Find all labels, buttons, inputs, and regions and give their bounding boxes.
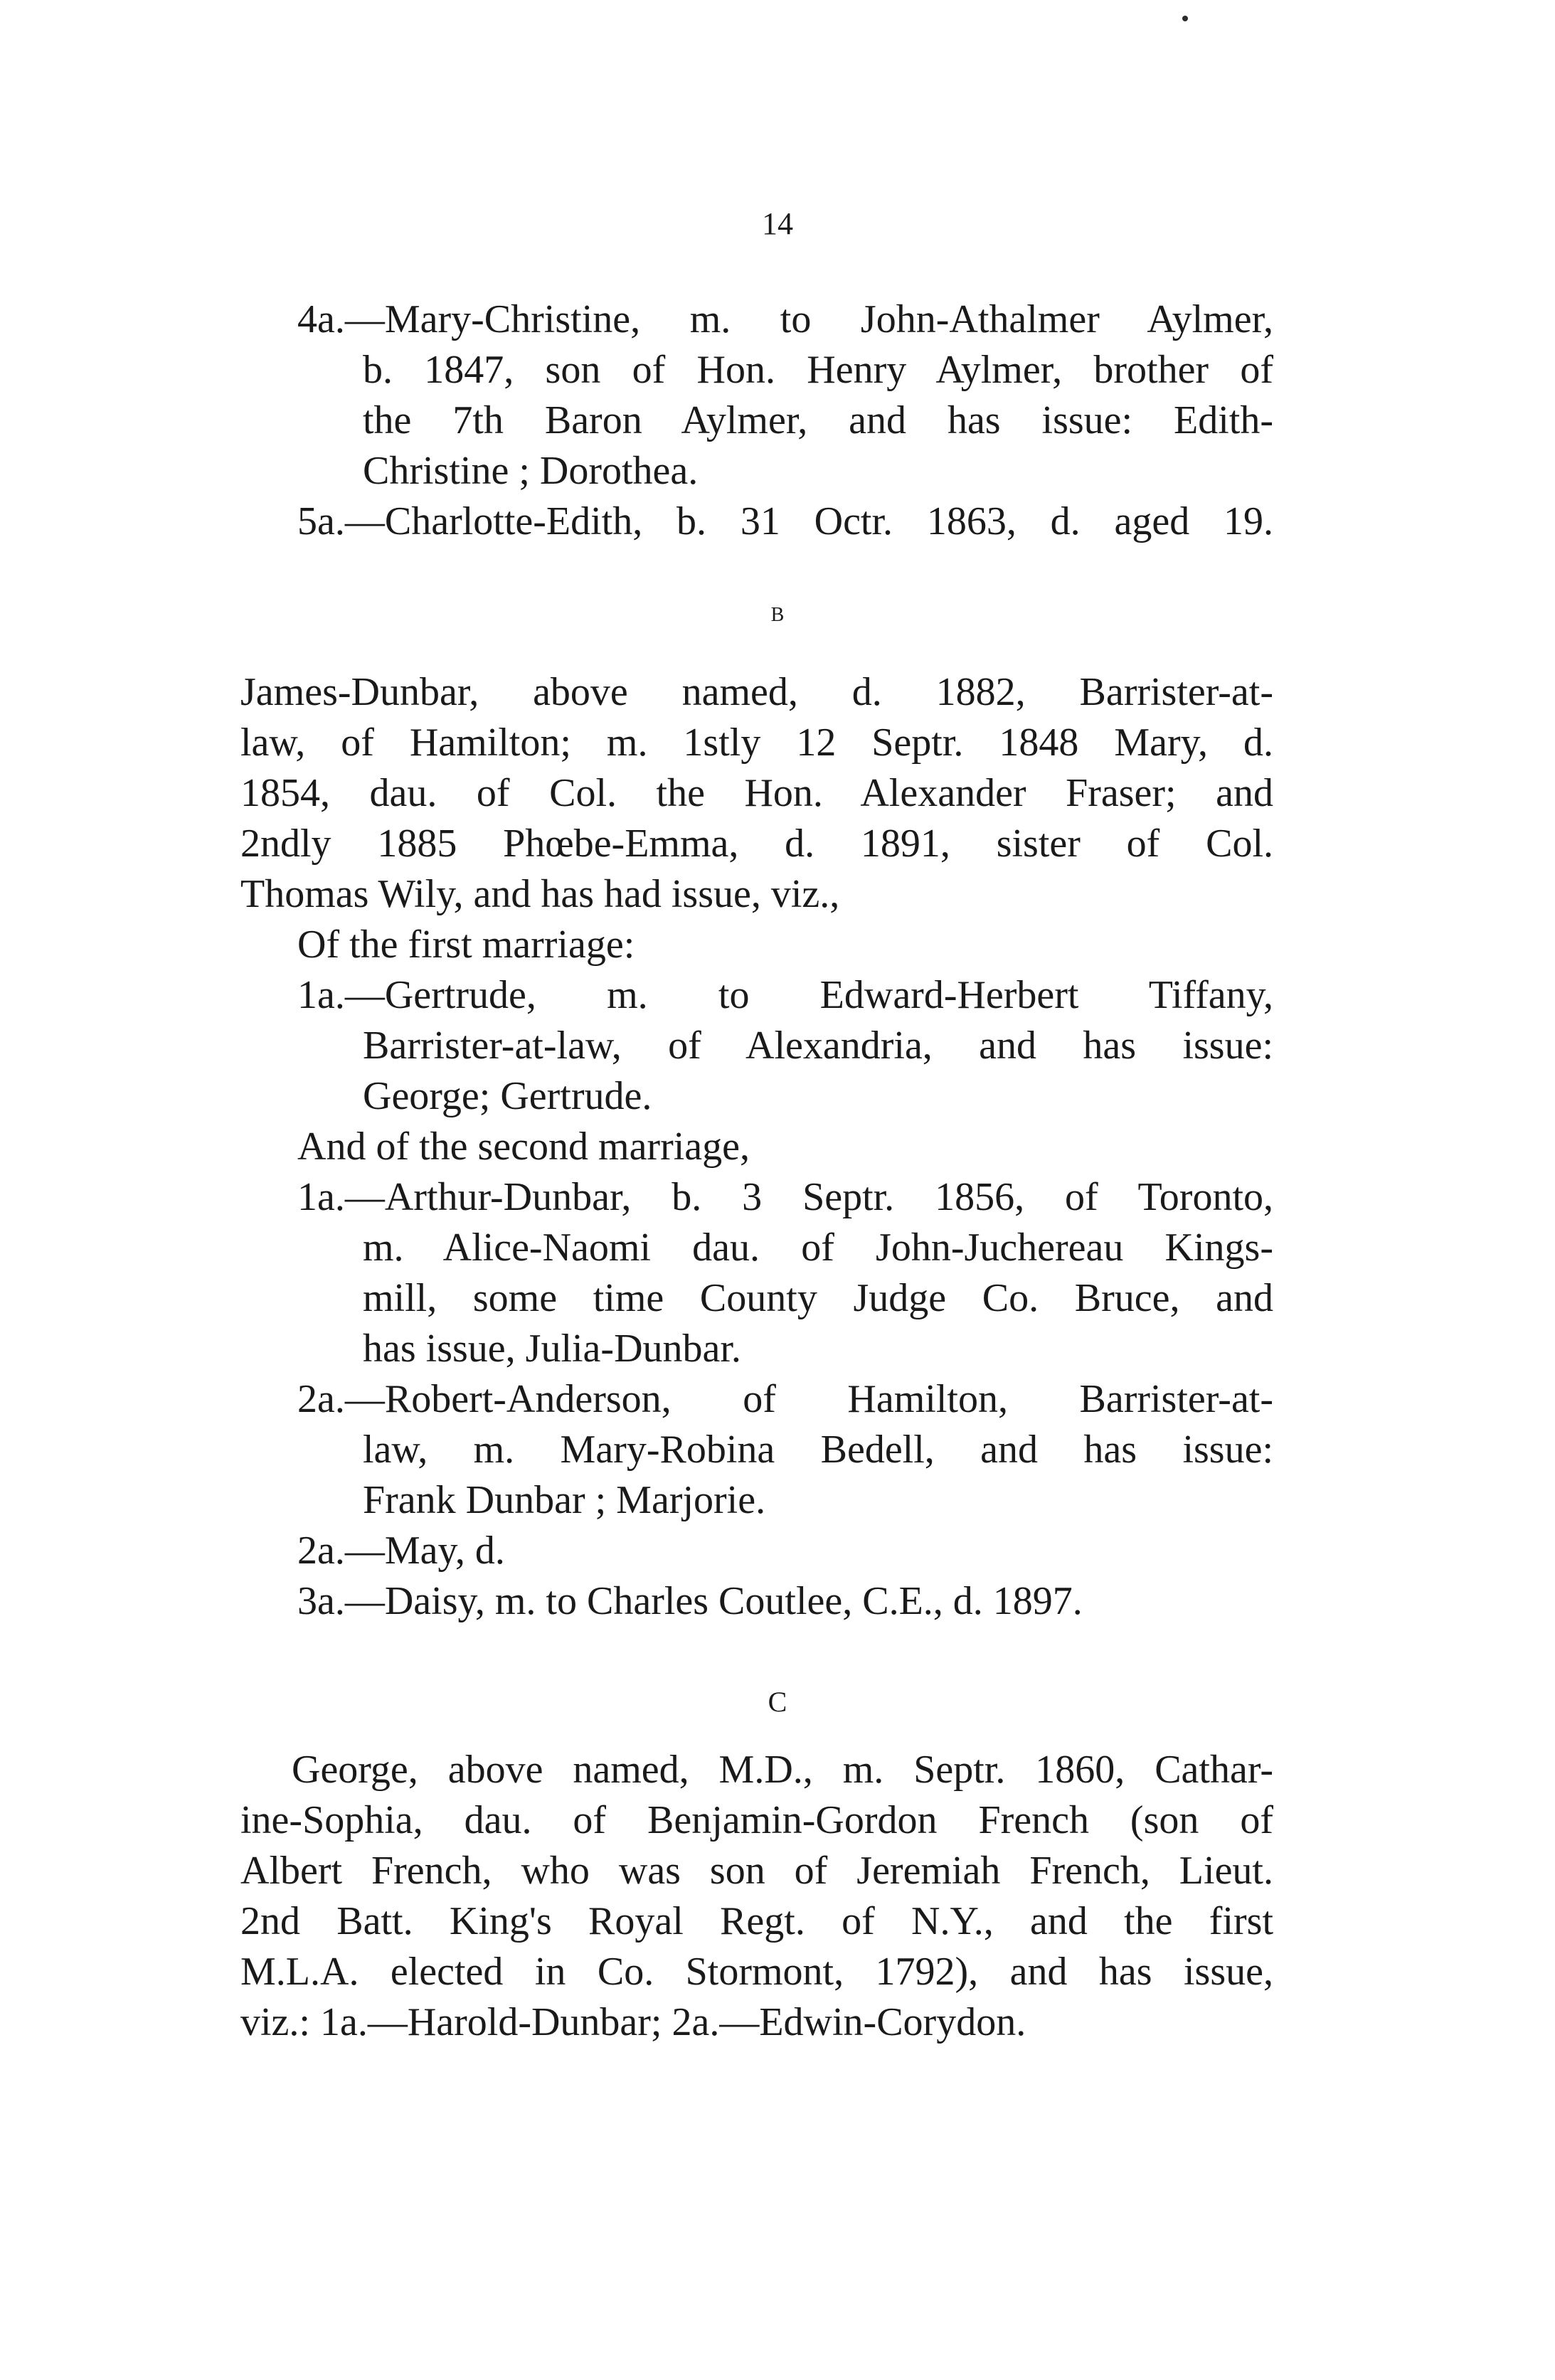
first-marriage-1a-line-1: 1a.—Gertrude, m. to Edward-Herbert Tiffany, xyxy=(297,973,1273,1017)
entry-4a-line-3: the 7th Baron Aylmer, and has issue: Edith- xyxy=(363,398,1273,442)
first-marriage-1a-line-2: Barrister-at-law, of Alexandria, and has issue: xyxy=(363,1024,1273,1068)
first-marriage-label: Of the first marriage: xyxy=(297,923,635,967)
section-b-intro-line-3: 1854, dau. of Col. the Hon. Alexander Fraser; and xyxy=(240,771,1273,815)
section-c-heading: C xyxy=(768,1686,787,1718)
second-marriage-label: And of the second marriage, xyxy=(297,1125,750,1169)
entry-4a-line-2: b. 1847, son of Hon. Henry Aylmer, brother of xyxy=(363,348,1273,392)
second-marriage-1a-line-3: mill, some time County Judge Co. Bruce, and xyxy=(363,1276,1273,1320)
second-marriage-2a-line-1: 2a.—Robert-Anderson, of Hamilton, Barrister-at- xyxy=(297,1377,1273,1421)
section-c-line-3: Albert French, who was son of Jeremiah French, Lieut. xyxy=(240,1849,1273,1893)
section-c-line-2: ine-Sophia, dau. of Benjamin-Gordon French (son of xyxy=(240,1798,1273,1842)
second-marriage-1a-line-4: has issue, Julia-Dunbar. xyxy=(363,1327,741,1371)
section-b-heading: B xyxy=(770,604,785,626)
section-b-intro-line-1: James-Dunbar, above named, d. 1882, Barrister-at- xyxy=(240,670,1273,714)
entry-5a: 5a.—Charlotte-Edith, b. 31 Octr. 1863, d. aged 19. xyxy=(297,499,1273,543)
section-b-intro-line-4: 2ndly 1885 Phœbe-Emma, d. 1891, sister of Col. xyxy=(240,822,1273,866)
second-marriage-2a-line-2: law, m. Mary-Robina Bedell, and has issue: xyxy=(363,1428,1273,1472)
second-marriage-2a-line-3: Frank Dunbar ; Marjorie. xyxy=(363,1478,766,1522)
entry-4a-line-4: Christine ; Dorothea. xyxy=(363,449,699,493)
section-c-line-4: 2nd Batt. King's Royal Regt. of N.Y., and the first xyxy=(240,1899,1273,1943)
section-c-line-5: M.L.A. elected in Co. Stormont, 1792), and has issue, xyxy=(240,1950,1273,1994)
section-c-line-1: George, above named, M.D., m. Septr. 1860, Cathar- xyxy=(292,1748,1273,1792)
first-marriage-1a-line-3: George; Gertrude. xyxy=(363,1074,652,1118)
section-c-line-6: viz.: 1a.—Harold-Dunbar; 2a.—Edwin-Corydon. xyxy=(240,2000,1026,2044)
print-speck xyxy=(1182,16,1188,21)
entry-4a-line-1: 4a.—Mary-Christine, m. to John-Athalmer Aylmer, xyxy=(297,297,1273,341)
second-marriage-1a-line-1: 1a.—Arthur-Dunbar, b. 3 Septr. 1856, of Toronto, xyxy=(297,1175,1273,1219)
section-b-intro-line-2: law, of Hamilton; m. 1stly 12 Septr. 1848 Mary, d. xyxy=(240,721,1273,765)
second-marriage-3a: 3a.—Daisy, m. to Charles Coutlee, C.E., d. 1897. xyxy=(297,1579,1083,1623)
section-b-intro-line-5: Thomas Wily, and has had issue, viz., xyxy=(240,872,840,916)
second-marriage-1a-line-2: m. Alice-Naomi dau. of John-Juchereau Kings- xyxy=(363,1226,1273,1270)
second-marriage-2a-may: 2a.—May, d. xyxy=(297,1529,505,1573)
page-number: 14 xyxy=(762,206,793,241)
